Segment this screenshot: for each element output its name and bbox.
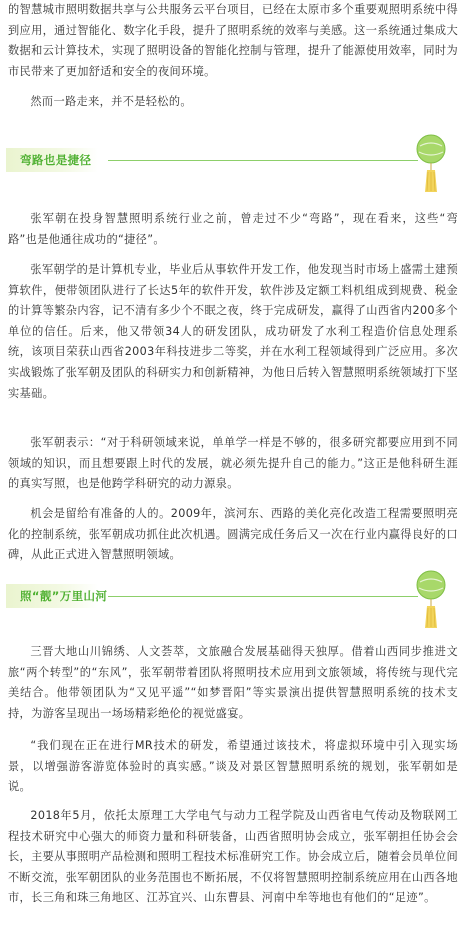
paragraph-opportunity: 机会是留给有准备的人的。2009年，滨河东、西路的美化亮化改造工程需要照明亮化的控制系统，张军朝成功抓住此次机遇。圆满完成任务后又一次在行业内赢得良好的口碑，从此正式进入智慧照明领域。 xyxy=(8,507,458,562)
paragraph-association: 2018年5月，依托太原理工大学电气与动力工程学院及山西省电气传动及物联网工程技术研究中心强大的师资力量和科研装备，山西省照明协会成立，张军朝担任协会会长，主要从事照明产品检测和照明工程技术标准研究工作。协会成立后，随着会员单位间不断交流，张军朝团队的业务范围也不断拓展，不仅将智慧照明控制系统应用在山西各地市，长三角和珠三角地区、江苏宜兴、山东曹县、河南中牟等地也有他们的“足迹”。 xyxy=(8,809,458,905)
paragraph-tourism: 三晋大地山川锦绣、人文荟萃，文旅融合发展基础得天独厚。借着山西同步推进文旅“两个转型”的“东风”，张军朝带着团队将照明技术应用到文旅领域，将传统与现代完美结合。他带领团队为“又见平遥”“如梦晋阳”等实景演出提供智慧照明系统的技术支持，为游客呈现出一场场精彩绝伦的视觉盛宴。 xyxy=(8,645,458,720)
section-heading-2 xyxy=(0,570,466,630)
green-ball-tassel-icon xyxy=(414,568,448,632)
paragraph-transition: 然而一路走来，并不是轻松的。 xyxy=(30,95,192,108)
paragraph-mr: “我们现在正在进行MR技术的研发，希望通过该技术，将虚拟环境中引入现实场景，以增强游客游览体验时的真实感。”谈及对景区智慧照明系统的规划，张军朝如是说。 xyxy=(8,739,458,794)
green-ball-tassel-icon xyxy=(414,132,448,196)
paragraph-detour: 张军朝在投身智慧照明系统行业之前，曾走过不少“弯路”，现在看来，这些“弯路”也是他通往成功的“捷径”。 xyxy=(8,212,458,246)
section-heading-1 xyxy=(0,134,466,194)
heading-divider-line xyxy=(108,596,418,597)
heading-divider-line xyxy=(108,160,418,161)
section-title-2: 照“靓”万里山河 xyxy=(20,589,108,603)
paragraph-intro: 的智慧城市照明数据共享与公共服务云平台项目，已经在太原市多个重要观照明系统中得到应用，通过智能化、数字化手段，提升了照明系统的效率与美感。这一系统通过集成大数据和云计算技术，实现了照明设备的智能化控制与管理，提升了能源使用效率，同时为市民带来了更加舒适和安全的夜间环境。 xyxy=(8,3,458,78)
section-title-1: 弯路也是捷径 xyxy=(20,153,92,167)
paragraph-quote: 张军朝表示：“对于科研领域来说，单单学一样是不够的，很多研究都要应用到不同领域的知识，而且想要跟上时代的发展，就必须先提升自己的能力。”这正是他科研生涯的真实写照，也是他跨学科研究的动力源泉。 xyxy=(8,436,458,491)
paragraph-background: 张军朝学的是计算机专业，毕业后从事软件开发工作，他发现当时市场上盛需土建预算软件，便带领团队进行了长达5年的软件开发，软件涉及定额工料机组成到规费、税金的计算等繁杂内容，记不清有多少个不眠之夜，终于完成研发，赢得了山西省内200多个单位的信任。后来，他又带领34人的研发团队，成功研发了水利工程造价信息处理系统，该项目荣获山西省2003年科技进步二等奖，并在水利工程领域得到广泛应用。多次实战锻炼了张军朝及团队的科研实力和创新精神，为他日后转入智慧照明系统领域打下坚实基础。 xyxy=(8,263,458,400)
